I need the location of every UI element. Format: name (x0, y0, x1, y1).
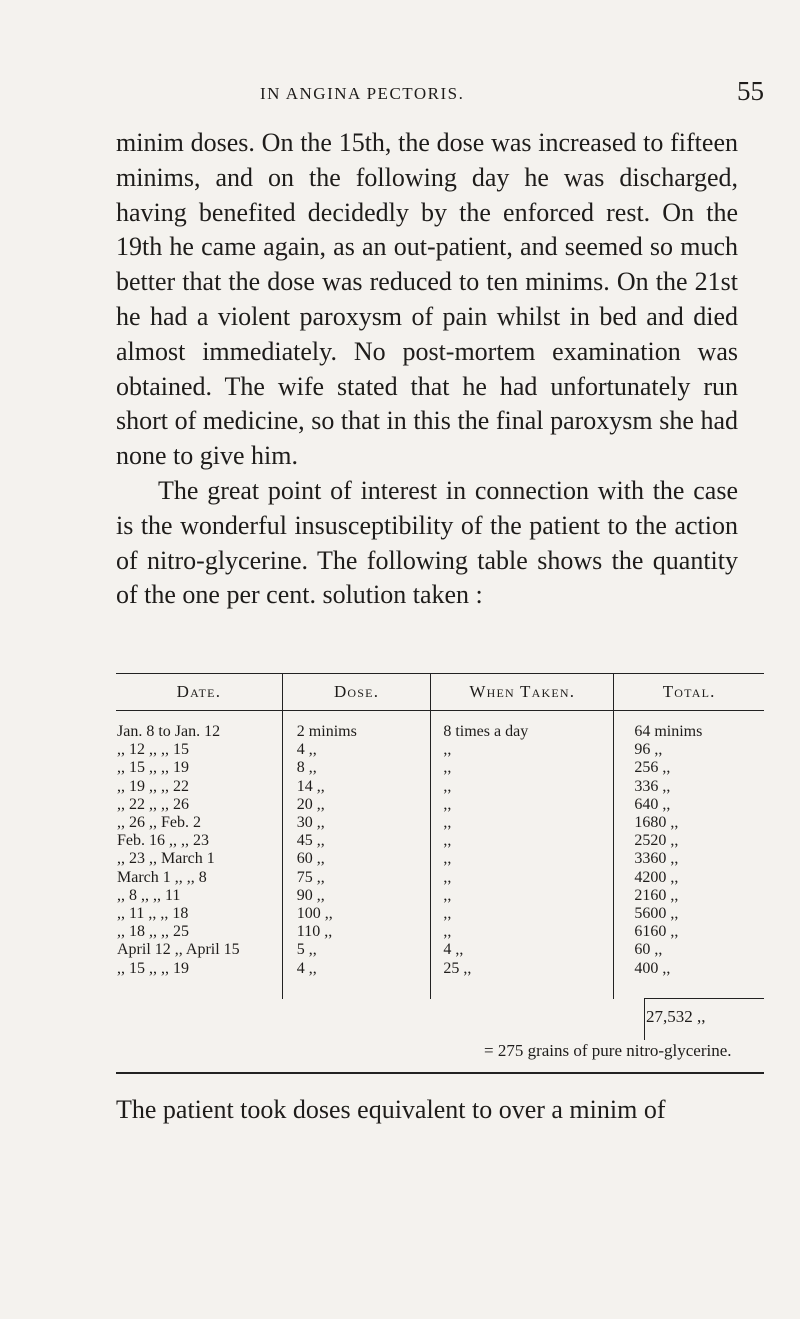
dose-cell: 75 ,, (296, 868, 325, 886)
paragraph: The great point of interest in connection with the case is the wonderful insusceptibility of the patient to the action of nitro-glycerine. The following table shows the quantity of the one per cent. solution taken : (116, 475, 738, 610)
header-date: Date. (116, 674, 282, 711)
when-taken-cell: ,, (443, 850, 452, 868)
date-cell: ,, 26 ,, Feb. 2 (117, 814, 201, 832)
dose-cell: 2 minims (296, 723, 357, 740)
date-cell: ,, 8 ,, ,, 11 (117, 886, 181, 904)
table-header-row (116, 674, 764, 711)
when-taken-cell: ,, (443, 777, 452, 795)
date-cell: ,, 18 ,, ,, 25 (117, 923, 189, 941)
grains-equivalent: = 275 grains of pure nitro-glycerine. (484, 1041, 732, 1060)
date-cell: April 12 ,, April 15 (117, 941, 240, 959)
date-cell: ,, 12 ,, ,, 15 (117, 741, 189, 759)
total-column (614, 711, 764, 1000)
dose-cell: 110 ,, (296, 923, 333, 941)
total-cell: 6160 ,, (634, 923, 679, 941)
body-text (116, 126, 738, 613)
paragraph: minim doses. On the 15th, the dose was increased to fifteen minims, and on the following day he was discharged, having benefited decidedly by the enforced rest. On the 19th he came again, as an out-patient, and seemed so much better that the dose was reduced to ten minims. On the 21st he had a violent paroxysm of pain whilst in bed and died almost immediately. No post-mortem examination was obtained. The wife stated that he had unfortunately run short of medicine, so that in this the final paroxysm she had none to give him. (116, 128, 738, 471)
dose-cell: 45 ,, (296, 832, 325, 850)
sum-divider (644, 998, 645, 1040)
dose-cell: 100 ,, (296, 905, 333, 923)
date-cell: ,, 22 ,, ,, 26 (117, 795, 189, 813)
total-cell: 2520 ,, (634, 832, 679, 850)
header-dose: Dose. (282, 674, 431, 711)
dose-cell: 4 ,, (296, 741, 317, 759)
date-cell: ,, 15 ,, ,, 19 (117, 759, 189, 777)
when-taken-cell: ,, (443, 814, 452, 832)
total-cell: 4200 ,, (634, 868, 679, 886)
header-total: Total. (614, 674, 764, 711)
table-bottom-rule (116, 1072, 764, 1074)
when-taken-cell: ,, (443, 923, 452, 941)
date-column (116, 711, 282, 1000)
when-taken-cell: ,, (443, 832, 452, 850)
when-taken-cell: ,, (443, 795, 452, 813)
dose-table (116, 673, 764, 999)
header-when-taken: When Taken. (431, 674, 614, 711)
date-cell: ,, 19 ,, ,, 22 (117, 777, 189, 795)
date-cell: ,, 23 ,, March 1 (117, 850, 215, 868)
dose-cell: 5 ,, (296, 941, 317, 959)
date-cell: Feb. 16 ,, ,, 23 (117, 832, 209, 850)
table-body-row (116, 711, 764, 1000)
sum-total: 27,532 ,, (646, 1007, 706, 1026)
dose-cell: 8 ,, (296, 759, 317, 777)
total-cell: 336 ,, (634, 777, 671, 795)
when-taken-cell: 4 ,, (443, 941, 464, 959)
total-cell: 3360 ,, (634, 850, 679, 868)
when-taken-cell: ,, (443, 741, 452, 759)
when-taken-cell: 25 ,, (443, 959, 472, 977)
sum-rule (644, 998, 764, 999)
dose-cell: 14 ,, (296, 777, 325, 795)
when-taken-cell: 8 times a day (443, 723, 529, 740)
when-taken-cell: ,, (443, 886, 452, 904)
total-cell: 640 ,, (634, 795, 671, 813)
running-head: IN ANGINA PECTORIS. (260, 84, 465, 103)
total-cell: 1680 ,, (634, 814, 679, 832)
date-cell: Jan. 8 to Jan. 12 (117, 723, 221, 740)
dose-cell: 60 ,, (296, 850, 325, 868)
total-cell: 256 ,, (634, 759, 671, 777)
dose-cell: 30 ,, (296, 814, 325, 832)
when-taken-column (431, 711, 614, 1000)
when-taken-cell: ,, (443, 905, 452, 923)
dose-cell: 90 ,, (296, 886, 325, 904)
total-cell: 96 ,, (634, 741, 663, 759)
date-cell: March 1 ,, ,, 8 (117, 868, 207, 886)
date-cell: ,, 11 ,, ,, 18 (117, 905, 189, 923)
total-cell: 400 ,, (634, 959, 671, 977)
dose-cell: 20 ,, (296, 795, 325, 813)
closing-text: The patient took doses equivalent to over a minim of (116, 1095, 666, 1124)
total-cell: 64 minims (634, 723, 703, 740)
when-taken-cell: ,, (443, 759, 452, 777)
dose-cell: 4 ,, (296, 959, 317, 977)
dose-column (282, 711, 431, 1000)
total-cell: 60 ,, (634, 941, 663, 959)
page-header (0, 76, 800, 116)
total-cell: 2160 ,, (634, 886, 679, 904)
page-number: 55 (737, 76, 764, 106)
total-cell: 5600 ,, (634, 905, 679, 923)
date-cell: ,, 15 ,, ,, 19 (117, 959, 189, 977)
when-taken-cell: ,, (443, 868, 452, 886)
